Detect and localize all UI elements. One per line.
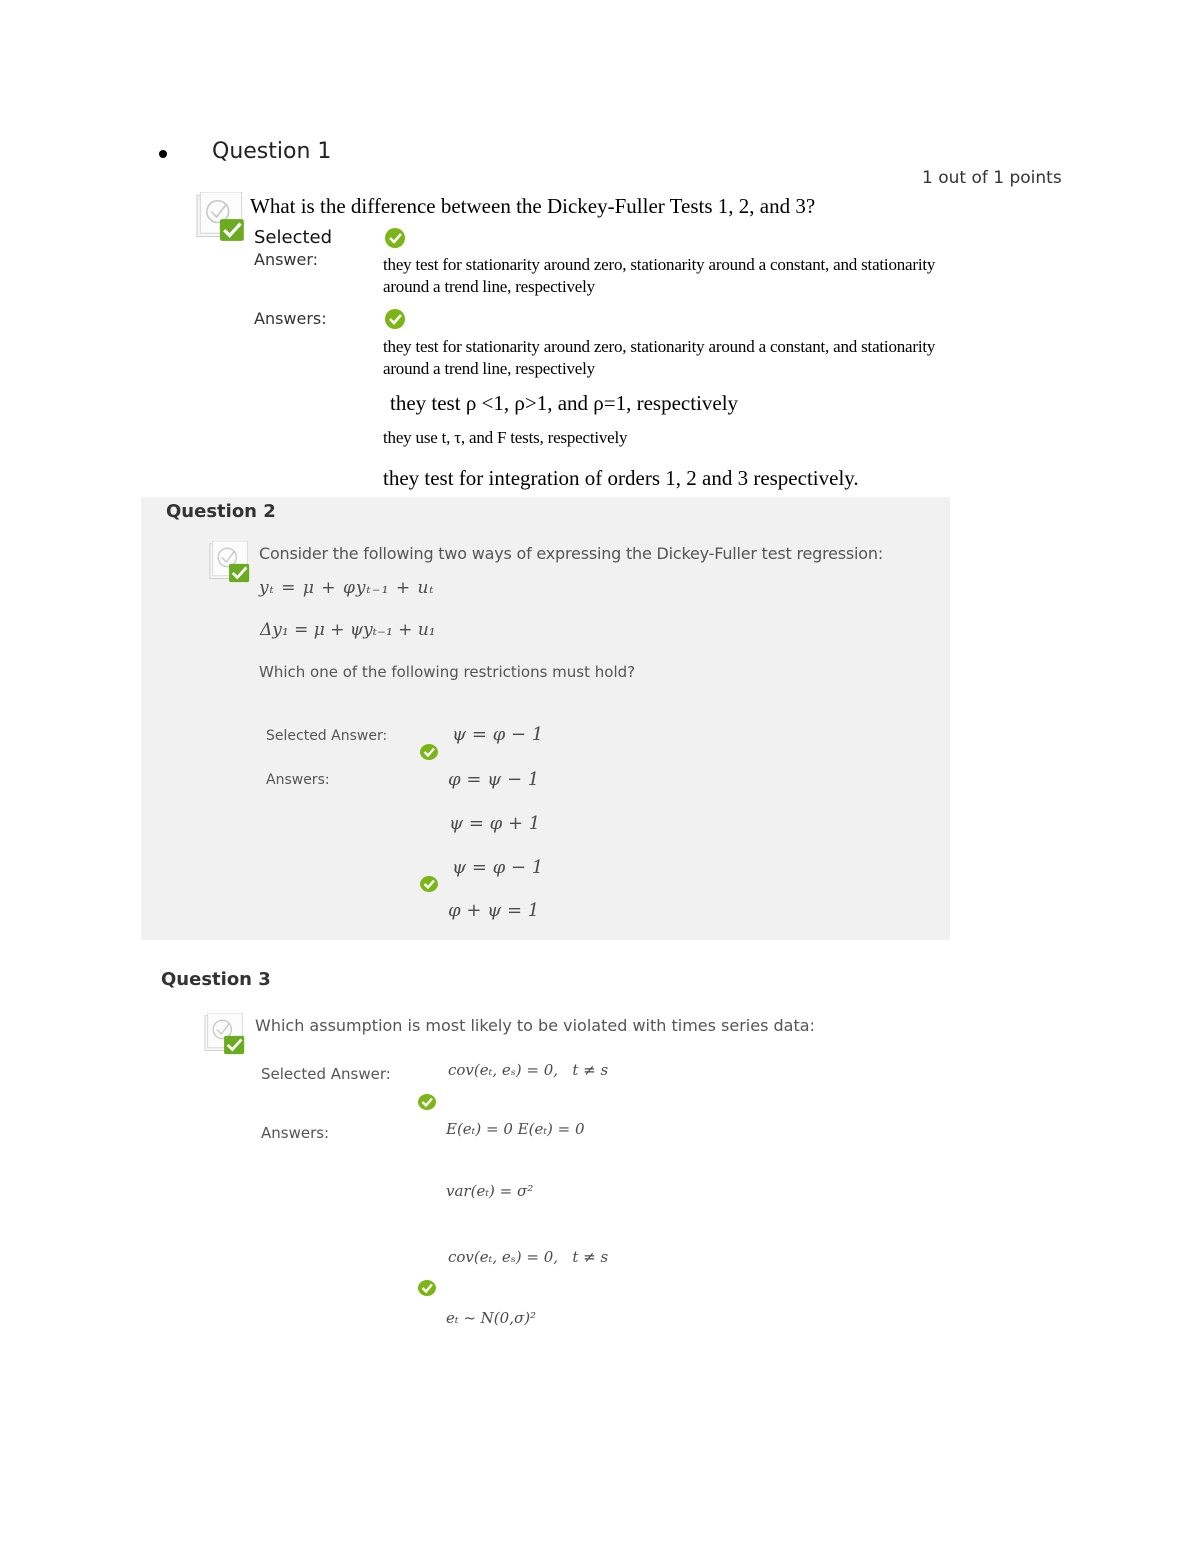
answer-option: they use t, τ, and F tests, respectively (383, 428, 628, 447)
correct-check-icon (420, 744, 438, 760)
selected-answer-label-2: Answer: (254, 250, 319, 269)
question-status-icon (207, 541, 253, 583)
selected-answer-label: Selected Answer: (261, 1065, 391, 1083)
correct-check-icon (420, 876, 438, 892)
question-2-subprompt: Which one of the following restrictions must hold? (259, 663, 636, 681)
question-2-title: Question 2 (166, 501, 276, 522)
answer-option: eₜ ~ N(0,σ)² (446, 1309, 537, 1327)
answer-option: E(eₜ) = 0 E(eₜ) = 0 (446, 1120, 585, 1138)
question-1-prompt: What is the difference between the Dickey-Fuller Tests 1, 2, and 3? (250, 194, 816, 218)
answer-option-cont: around a trend line, respectively (383, 359, 595, 378)
correct-check-icon (385, 309, 405, 329)
answer-option: φ + ψ = 1 (448, 900, 540, 921)
question-2-panel (141, 497, 950, 940)
answer-option: φ = ψ − 1 (448, 769, 540, 790)
question-1-title: Question 1 (212, 139, 332, 164)
answers-label: Answers: (261, 1124, 330, 1142)
correct-check-icon (385, 228, 405, 248)
selected-answer-value: cov(eₜ, eₛ) = 0, t ≠ s (448, 1061, 609, 1079)
answer-option: they test ρ <1, ρ>1, and ρ=1, respectively (390, 391, 739, 415)
question-2-prompt: Consider the following two ways of expressing the Dickey-Fuller test regression: (259, 544, 884, 563)
answer-option: ψ = φ − 1 (452, 857, 544, 878)
bullet-point (159, 150, 167, 158)
answer-option: they test for stationarity around zero, stationarity around a constant, and stationarity (383, 337, 936, 356)
correct-check-icon (418, 1280, 436, 1296)
answers-label: Answers: (254, 309, 327, 328)
selected-answer-text-2: around a trend line, respectively (383, 277, 595, 296)
correct-check-icon (418, 1094, 436, 1110)
answer-option: ψ = φ + 1 (449, 813, 541, 834)
question-1-points: 1 out of 1 points (922, 168, 1062, 188)
question-status-icon (196, 192, 246, 242)
selected-answer-label: Selected (254, 227, 333, 248)
answer-option: var(eₜ) = σ² (446, 1182, 534, 1200)
question-status-icon (202, 1013, 248, 1055)
answers-label: Answers: (266, 772, 330, 788)
question-3-prompt: Which assumption is most likely to be violated with times series data: (255, 1016, 815, 1035)
selected-answer-value: ψ = φ − 1 (452, 724, 544, 745)
selected-answer-text: they test for stationarity around zero, stationarity around a constant, and stationarity (383, 255, 936, 274)
equation-1: yₜ = μ + φyₜ₋₁ + uₜ (259, 578, 435, 598)
answer-option: they test for integration of orders 1, 2 and 3 respectively. (383, 466, 859, 490)
selected-answer-label: Selected Answer: (266, 728, 388, 744)
equation-2: Δy₁ = μ + ψyₜ₋₁ + u₁ (260, 620, 436, 640)
question-3-title: Question 3 (161, 969, 271, 990)
answer-option: cov(eₜ, eₛ) = 0, t ≠ s (448, 1248, 609, 1266)
